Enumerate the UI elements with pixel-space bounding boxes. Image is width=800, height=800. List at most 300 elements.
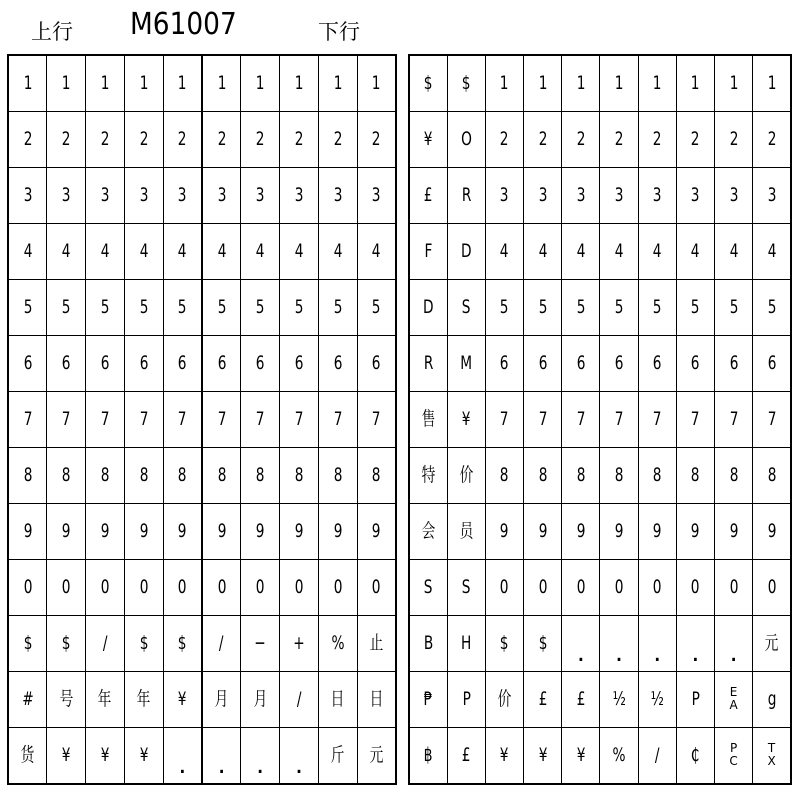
cell-glyph: 3 (294, 184, 304, 206)
grid-cell (280, 280, 319, 336)
grid-cell (524, 504, 562, 560)
grid-cell (280, 392, 319, 448)
grid-cell (47, 336, 86, 392)
grid-cell (676, 55, 714, 112)
cell-glyph: / (654, 744, 660, 766)
cell-glyph: 9 (177, 520, 187, 542)
cell-glyph: ¥ (61, 744, 71, 766)
grid-cell (638, 224, 676, 280)
cell-glyph: 货 (20, 744, 35, 766)
cell-glyph: 9 (371, 520, 381, 542)
grid-cell (357, 168, 396, 224)
grid-cell (47, 168, 86, 224)
grid-cell (202, 336, 241, 392)
grid-cell (202, 112, 241, 168)
grid-row (409, 448, 791, 504)
grid-cell (124, 392, 163, 448)
cell-glyph: . (729, 637, 738, 668)
grid-cell (8, 280, 47, 336)
grid-cell (562, 392, 600, 448)
cell-glyph: 4 (23, 240, 32, 262)
grid-cell (638, 55, 676, 112)
cell-glyph: 6 (500, 352, 509, 374)
grid-cell (357, 55, 396, 112)
grid-cell (86, 168, 125, 224)
cell-glyph: 3 (767, 184, 776, 206)
cell-glyph: 4 (100, 240, 110, 262)
cell-glyph: 0 (691, 576, 700, 598)
cell-glyph: 3 (177, 184, 187, 206)
cell-glyph: 0 (767, 576, 776, 598)
grid-cell (562, 280, 600, 336)
cell-glyph: 1 (576, 72, 586, 94)
cell-glyph: 0 (217, 576, 226, 598)
cell-glyph: 2 (61, 128, 71, 150)
cell-glyph: 7 (100, 408, 110, 430)
grid-cell (485, 616, 523, 672)
model-number: M61007 (130, 7, 237, 42)
grid-cell (8, 336, 47, 392)
grid-row (409, 224, 791, 280)
grid-cell (163, 560, 202, 616)
cell-glyph: ₱ (423, 688, 433, 710)
grid-cell (638, 560, 676, 616)
grid-cell (600, 616, 638, 672)
grid-cell (715, 112, 753, 168)
cell-glyph: − (254, 632, 266, 654)
cell-glyph: 7 (139, 408, 149, 430)
grid-cell (753, 616, 791, 672)
cell-glyph: 日 (369, 688, 384, 710)
cell-glyph: 1 (23, 72, 32, 94)
cell-glyph: 9 (729, 520, 738, 542)
grid-row (409, 504, 791, 560)
cell-glyph: ¥ (461, 408, 471, 430)
cell-glyph: 6 (538, 352, 548, 374)
grid-cell (409, 168, 447, 224)
grid-cell (409, 280, 447, 336)
grid-cell (357, 224, 396, 280)
grid-cell (600, 560, 638, 616)
grid-cell (280, 448, 319, 504)
cell-glyph: 8 (294, 464, 304, 486)
grid-cell (241, 280, 280, 336)
cell-glyph: 7 (255, 408, 265, 430)
cell-glyph: F (424, 240, 433, 262)
grid-cell (241, 560, 280, 616)
cell-glyph: 0 (100, 576, 110, 598)
grid-cell (485, 728, 523, 785)
grid-cell (163, 280, 202, 336)
grid-cell (8, 448, 47, 504)
cell-glyph: 8 (217, 464, 226, 486)
grid-cell (600, 392, 638, 448)
grid-cell (86, 336, 125, 392)
grid-cell (485, 280, 523, 336)
cell-glyph: 5 (614, 296, 624, 318)
cell-glyph: $ (538, 632, 548, 654)
cell-glyph: 1 (691, 72, 700, 94)
cell-glyph: 9 (217, 520, 226, 542)
cell-glyph: £ (538, 688, 548, 710)
grid-row (8, 55, 396, 112)
grid-cell (163, 448, 202, 504)
cell-glyph: 3 (500, 184, 509, 206)
grid-cell (357, 280, 396, 336)
cell-glyph: 7 (177, 408, 187, 430)
grid-cell (753, 728, 791, 785)
cell-glyph: 8 (691, 464, 700, 486)
cell-glyph: 1 (139, 72, 149, 94)
grid-cell (409, 336, 447, 392)
grid-cell (8, 672, 47, 728)
grid-row (409, 336, 791, 392)
grid-cell (600, 55, 638, 112)
grid-cell (318, 392, 357, 448)
grid-cell (447, 280, 485, 336)
cell-glyph: 8 (500, 464, 509, 486)
cell-glyph: 6 (691, 352, 700, 374)
grid-row (409, 672, 791, 728)
grid-cell (241, 672, 280, 728)
cell-glyph: ₵ (691, 744, 700, 766)
cell-glyph: 4 (371, 240, 381, 262)
grid-cell (409, 672, 447, 728)
grid-cell (86, 728, 125, 785)
grid-cell (86, 672, 125, 728)
grid-cell (280, 168, 319, 224)
cell-glyph: 员 (459, 520, 474, 542)
cell-glyph: 2 (614, 128, 624, 150)
grid-cell (241, 336, 280, 392)
grid-cell (86, 392, 125, 448)
cell-glyph: + (293, 632, 305, 654)
grid-cell (409, 448, 447, 504)
grid-cell (202, 560, 241, 616)
cell-glyph: 年 (136, 688, 151, 710)
grid-cell (600, 728, 638, 785)
grid-cell (202, 616, 241, 672)
grid-cell (715, 560, 753, 616)
grid-cell (753, 448, 791, 504)
cell-glyph: 2 (100, 128, 110, 150)
grid-cell (409, 392, 447, 448)
cell-glyph: / (296, 688, 302, 710)
cell-glyph: 7 (217, 408, 226, 430)
grid-cell (562, 55, 600, 112)
cell-glyph: 4 (139, 240, 149, 262)
cell-glyph: £ (576, 688, 586, 710)
grid-cell (676, 280, 714, 336)
grid-cell (562, 616, 600, 672)
grid-cell (524, 168, 562, 224)
cell-glyph: H (461, 632, 472, 654)
cell-glyph: 3 (371, 184, 381, 206)
cell-glyph: . (614, 637, 624, 668)
cell-glyph: 4 (61, 240, 71, 262)
cell-glyph: 3 (61, 184, 71, 206)
cell-glyph: 9 (100, 520, 110, 542)
grid-cell (524, 55, 562, 112)
grid-cell (753, 280, 791, 336)
cell-glyph: 9 (576, 520, 586, 542)
grid-cell (47, 672, 86, 728)
cell-glyph: $ (61, 632, 71, 654)
cell-glyph: 8 (371, 464, 381, 486)
grid-cell (318, 336, 357, 392)
cell-glyph: . (217, 749, 226, 780)
grid-cell (485, 672, 523, 728)
grid-cell (485, 336, 523, 392)
cell-glyph: ½ (650, 688, 664, 710)
grid-cell (600, 224, 638, 280)
grid-cell (524, 224, 562, 280)
cell-glyph: 5 (217, 296, 226, 318)
grid-cell (241, 448, 280, 504)
cell-glyph: $ (423, 72, 433, 94)
grid-cell (86, 224, 125, 280)
grid-cell (318, 112, 357, 168)
grid-cell (280, 504, 319, 560)
cell-glyph: 5 (652, 296, 662, 318)
cell-glyph: 8 (61, 464, 71, 486)
cell-glyph: 9 (614, 520, 624, 542)
grid-row (8, 224, 396, 280)
upper-display-grid (7, 54, 397, 785)
grid-cell (753, 224, 791, 280)
grid-cell (8, 112, 47, 168)
grid-cell (357, 504, 396, 560)
grid-cell (562, 112, 600, 168)
grid-cell (715, 168, 753, 224)
grid-row (409, 616, 791, 672)
grid-cell (524, 448, 562, 504)
grid-cell (638, 392, 676, 448)
grid-cell (676, 616, 714, 672)
cell-glyph: 2 (333, 128, 343, 150)
cell-glyph: P (691, 688, 700, 710)
grid-row (8, 168, 396, 224)
cell-glyph: 6 (614, 352, 624, 374)
grid-cell (47, 448, 86, 504)
cell-glyph: T X (767, 741, 776, 768)
cell-glyph: 2 (217, 128, 226, 150)
grid-cell (600, 448, 638, 504)
cell-glyph: 6 (333, 352, 343, 374)
grid-cell (676, 560, 714, 616)
grid-cell (562, 448, 600, 504)
grid-cell (753, 55, 791, 112)
grid-cell (715, 728, 753, 785)
cell-glyph: . (576, 637, 585, 668)
grid-cell (318, 560, 357, 616)
grid-cell (357, 448, 396, 504)
grid-cell (124, 560, 163, 616)
grid-cell (600, 112, 638, 168)
cell-glyph: B (423, 632, 434, 654)
cell-glyph: 5 (255, 296, 265, 318)
grid-row (8, 504, 396, 560)
grid-cell (600, 336, 638, 392)
cell-glyph: 0 (538, 576, 548, 598)
grid-cell (524, 672, 562, 728)
cell-glyph: 0 (614, 576, 624, 598)
cell-glyph: 年 (98, 688, 112, 710)
grid-cell (485, 224, 523, 280)
cell-glyph: 3 (652, 184, 662, 206)
grid-cell (753, 112, 791, 168)
grid-cell (318, 616, 357, 672)
grid-cell (86, 504, 125, 560)
cell-glyph: 8 (652, 464, 662, 486)
grid-cell (163, 336, 202, 392)
cell-glyph: 0 (255, 576, 265, 598)
cell-glyph: 会 (421, 520, 436, 542)
grid-row (8, 280, 396, 336)
grid-cell (715, 672, 753, 728)
cell-glyph: 8 (333, 464, 343, 486)
grid-cell (47, 55, 86, 112)
grid-cell (280, 55, 319, 112)
grid-cell (715, 55, 753, 112)
cell-glyph: 7 (767, 408, 776, 430)
grid-cell (86, 448, 125, 504)
cell-glyph: 3 (23, 184, 32, 206)
grid-cell (485, 504, 523, 560)
grid-cell (753, 336, 791, 392)
cell-glyph: 0 (61, 576, 71, 598)
grid-cell (357, 672, 396, 728)
grid-cell (8, 392, 47, 448)
grid-cell (8, 504, 47, 560)
cell-glyph: 7 (576, 408, 586, 430)
grid-cell (124, 224, 163, 280)
cell-glyph: / (219, 632, 224, 654)
cell-glyph: 8 (23, 464, 32, 486)
cell-glyph: ½ (612, 688, 626, 710)
cell-glyph: 2 (255, 128, 265, 150)
grid-row (409, 280, 791, 336)
cell-glyph: 6 (177, 352, 187, 374)
grid-row (409, 560, 791, 616)
cell-glyph: 5 (767, 296, 776, 318)
grid-cell (638, 728, 676, 785)
grid-row (8, 728, 396, 785)
cell-glyph: 斤 (330, 744, 345, 766)
cell-glyph: . (294, 749, 304, 780)
cell-glyph: 日 (330, 688, 345, 710)
grid-cell (241, 55, 280, 112)
cell-glyph: 2 (538, 128, 548, 150)
grid-cell (202, 728, 241, 785)
cell-glyph: 9 (23, 520, 32, 542)
grid-cell (447, 616, 485, 672)
cell-glyph: ¥ (423, 128, 433, 150)
cell-glyph: 9 (61, 520, 71, 542)
grid-cell (409, 728, 447, 785)
cell-glyph: 0 (139, 576, 149, 598)
grid-cell (318, 448, 357, 504)
cell-glyph: 3 (576, 184, 586, 206)
cell-glyph: 3 (100, 184, 110, 206)
cell-glyph: . (256, 749, 265, 780)
cell-glyph: g (767, 688, 776, 710)
grid-cell (715, 224, 753, 280)
cell-glyph: 2 (652, 128, 662, 150)
cell-glyph: S (424, 576, 433, 598)
grid-cell (124, 616, 163, 672)
grid-cell (638, 112, 676, 168)
grid-cell (562, 224, 600, 280)
grid-cell (318, 504, 357, 560)
cell-glyph: % (331, 632, 345, 654)
cell-glyph: 2 (691, 128, 700, 150)
grid-cell (447, 336, 485, 392)
cell-glyph: 7 (500, 408, 509, 430)
grid-cell (86, 112, 125, 168)
grid-cell (676, 224, 714, 280)
grid-cell (676, 504, 714, 560)
cell-glyph: 1 (500, 72, 509, 94)
cell-glyph: 6 (100, 352, 110, 374)
grid-cell (447, 560, 485, 616)
grid-cell (485, 392, 523, 448)
grid-cell (485, 560, 523, 616)
grid-cell (318, 224, 357, 280)
grid-cell (280, 112, 319, 168)
grid-cell (280, 224, 319, 280)
cell-glyph: 1 (255, 72, 265, 94)
grid-cell (562, 728, 600, 785)
cell-glyph: 4 (333, 240, 343, 262)
cell-glyph: 5 (61, 296, 71, 318)
cell-glyph: 4 (177, 240, 187, 262)
cell-glyph: $ (500, 632, 509, 654)
grid-cell (280, 336, 319, 392)
grid-cell (562, 504, 600, 560)
cell-glyph: 7 (538, 408, 548, 430)
grid-cell (447, 112, 485, 168)
cell-glyph: 5 (177, 296, 187, 318)
grid-cell (124, 504, 163, 560)
grid-row (409, 112, 791, 168)
cell-glyph: 1 (61, 72, 71, 94)
cell-glyph: 月 (214, 688, 229, 710)
cell-glyph: 4 (576, 240, 586, 262)
cell-glyph: 8 (139, 464, 149, 486)
grid-cell (447, 392, 485, 448)
grid-row (8, 112, 396, 168)
grid-row (8, 672, 396, 728)
cell-glyph: 7 (729, 408, 738, 430)
cell-glyph: ¥ (100, 744, 110, 766)
grid-cell (638, 280, 676, 336)
grid-cell (202, 504, 241, 560)
cell-glyph: 号 (59, 688, 74, 710)
cell-glyph: 6 (294, 352, 304, 374)
grid-row (409, 168, 791, 224)
upper-row-label: 上行 (31, 20, 73, 44)
cell-glyph: 1 (538, 72, 548, 94)
cell-glyph: 3 (139, 184, 149, 206)
cell-glyph: 5 (23, 296, 32, 318)
cell-glyph: 5 (538, 296, 548, 318)
grid-row (8, 448, 396, 504)
cell-glyph: 1 (729, 72, 738, 94)
cell-glyph: 5 (100, 296, 110, 318)
cell-glyph: 5 (139, 296, 149, 318)
grid-cell (86, 55, 125, 112)
